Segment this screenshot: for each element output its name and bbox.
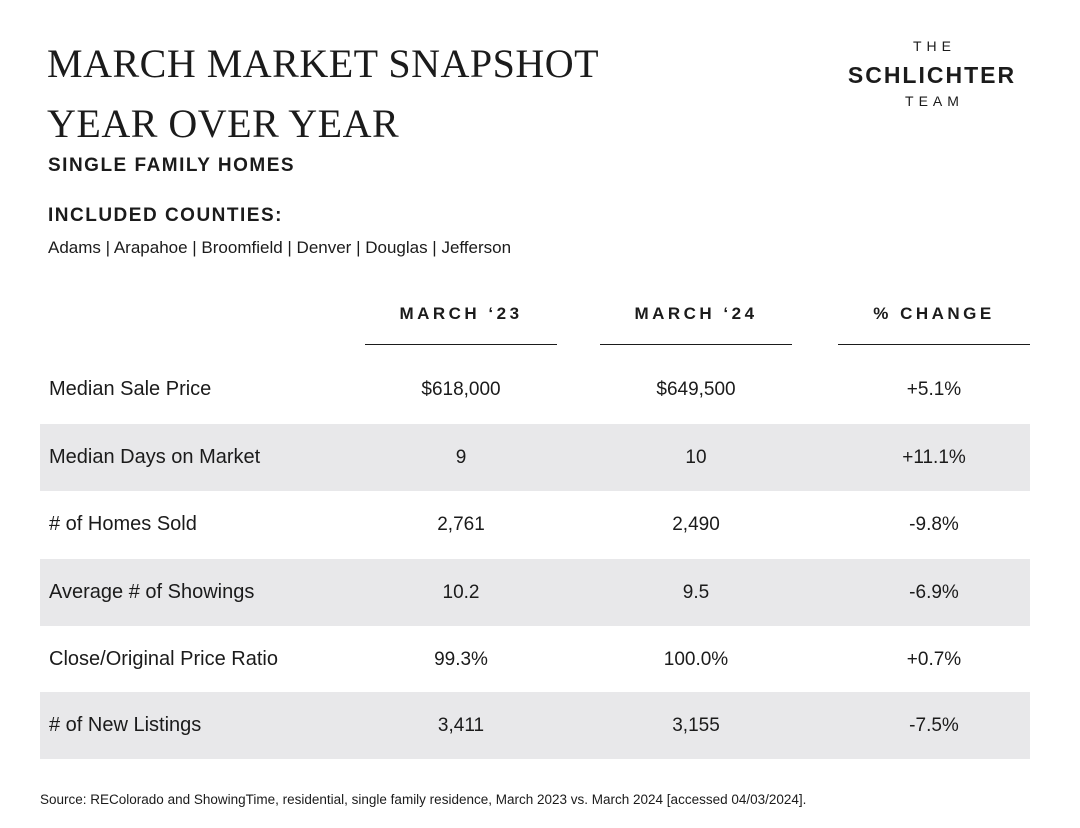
cell-march-23: $618,000 — [421, 379, 501, 400]
title-line-1: MARCH MARKET SNAPSHOT — [47, 41, 600, 86]
column-underline — [838, 344, 1030, 345]
cell-march-24: 9.5 — [682, 582, 710, 603]
cell-percent-change: -9.8% — [909, 514, 959, 535]
title-line-2: YEAR OVER YEAR — [47, 101, 400, 146]
column-underline — [600, 344, 792, 345]
table-row-close-original-price-ratio — [40, 626, 1030, 693]
cell-percent-change: +5.1% — [906, 379, 962, 400]
team-logo — [832, 38, 1032, 109]
row-label: Average # of Showings — [49, 581, 255, 603]
cell-march-23: 10.2 — [442, 582, 480, 603]
cell-percent-change: -6.9% — [909, 582, 959, 603]
column-header-march-23: MARCH ‘23 — [399, 304, 523, 323]
cell-march-23: 3,411 — [437, 715, 485, 736]
cell-march-23: 99.3% — [434, 649, 488, 670]
logo-name-text: SCHLICHTER — [847, 62, 1017, 88]
table-row-median-days-on-market — [40, 424, 1030, 491]
cell-march-23: 2,761 — [437, 514, 485, 535]
counties-list: Adams | Arapahoe | Broomfield | Denver | Douglas | Jefferson — [48, 238, 512, 257]
row-label: Median Days on Market — [49, 446, 261, 468]
cell-percent-change: -7.5% — [909, 715, 959, 736]
row-label: Close/Original Price Ratio — [49, 648, 278, 670]
counties-heading: INCLUDED COUNTIES: — [48, 205, 283, 226]
property-type-heading: SINGLE FAMILY HOMES — [48, 155, 296, 176]
cell-march-24: $649,500 — [656, 379, 736, 400]
row-label: # of New Listings — [49, 714, 202, 736]
column-underline — [365, 344, 557, 345]
cell-march-23: 9 — [455, 447, 467, 468]
source-footnote: Source: REColorado and ShowingTime, residential, single family residence, March 2023 vs. March 2024 [accessed 04/03/2024]. — [40, 792, 807, 807]
table-row-median-sale-price — [40, 356, 1030, 423]
row-label: # of Homes Sold — [49, 513, 197, 535]
table-row-average-showings — [40, 559, 1030, 626]
cell-march-24: 10 — [685, 447, 707, 468]
row-label: Median Sale Price — [49, 378, 212, 400]
cell-march-24: 3,155 — [672, 715, 720, 736]
logo-bottom-text: TEAM — [905, 93, 964, 109]
logo-top-text: THE — [913, 38, 956, 54]
page-title — [47, 34, 599, 154]
table-row-new-listings — [40, 692, 1030, 759]
table-row-homes-sold — [40, 491, 1030, 558]
cell-march-24: 2,490 — [672, 514, 720, 535]
cell-march-24: 100.0% — [663, 649, 729, 670]
column-header-percent-change: % CHANGE — [873, 304, 995, 323]
cell-percent-change: +0.7% — [906, 649, 962, 670]
column-header-march-24: MARCH ‘24 — [634, 304, 758, 323]
cell-percent-change: +11.1% — [902, 447, 966, 468]
